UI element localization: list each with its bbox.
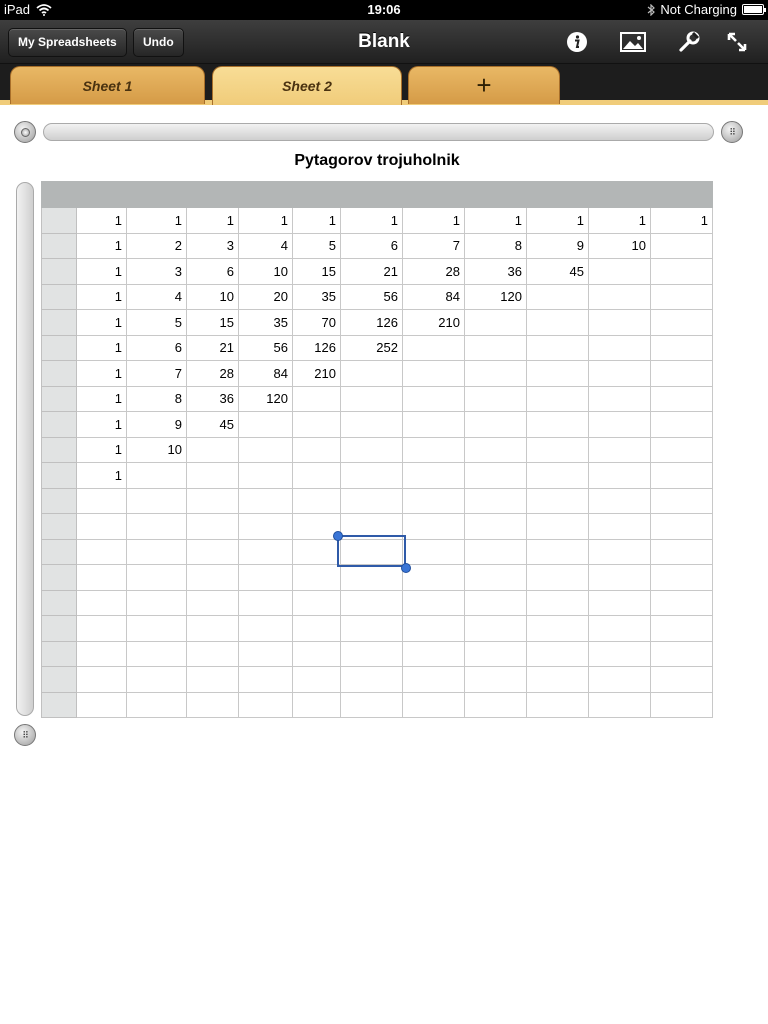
row-header[interactable]: [42, 488, 77, 514]
table-cell[interactable]: [127, 488, 187, 514]
table-cell[interactable]: [527, 539, 589, 565]
clock: 19:06: [367, 2, 401, 17]
table-cell[interactable]: [465, 565, 527, 591]
battery-icon: [742, 4, 764, 15]
my-spreadsheets-button[interactable]: My Spreadsheets: [8, 28, 127, 57]
table-cell[interactable]: [187, 590, 239, 616]
table-cell[interactable]: 1: [651, 208, 713, 234]
table-cell[interactable]: [77, 692, 127, 718]
table-cell[interactable]: [403, 488, 465, 514]
table-row: [42, 692, 713, 718]
table-cell[interactable]: 10: [187, 284, 239, 310]
row-header[interactable]: [42, 692, 77, 718]
table-cell[interactable]: 45: [527, 259, 589, 285]
table-cell[interactable]: [589, 565, 651, 591]
table-cell[interactable]: 15: [187, 310, 239, 336]
table-cell[interactable]: [77, 565, 127, 591]
table-cell[interactable]: [293, 616, 341, 642]
table-cell[interactable]: [589, 539, 651, 565]
table-cell[interactable]: 1: [527, 208, 589, 234]
table-cell[interactable]: 1: [239, 208, 293, 234]
table-cell[interactable]: 1: [77, 233, 127, 259]
table-cell[interactable]: [589, 641, 651, 667]
table-cell[interactable]: [651, 565, 713, 591]
table-cell[interactable]: 126: [341, 310, 403, 336]
selected-cell[interactable]: [337, 535, 406, 567]
table-cell[interactable]: 1: [77, 259, 127, 285]
sheet-tabs: [0, 64, 768, 105]
table-cell[interactable]: [187, 667, 239, 693]
table-cell[interactable]: [341, 412, 403, 438]
table-cell[interactable]: 84: [239, 361, 293, 387]
row-header[interactable]: [42, 208, 77, 234]
selection-handle-bottom-right[interactable]: [401, 563, 411, 573]
row-header[interactable]: [42, 233, 77, 259]
row-header[interactable]: [42, 539, 77, 565]
table-cell[interactable]: [651, 233, 713, 259]
row-header[interactable]: [42, 310, 77, 336]
table-cell[interactable]: [77, 514, 127, 540]
table-cell[interactable]: [527, 437, 589, 463]
table-row: [42, 641, 713, 667]
table-cell[interactable]: [403, 335, 465, 361]
table-cell[interactable]: 20: [239, 284, 293, 310]
table-cell[interactable]: [293, 590, 341, 616]
table-row: [42, 616, 713, 642]
table-cell[interactable]: [341, 667, 403, 693]
table-cell[interactable]: [589, 488, 651, 514]
table-cell[interactable]: [465, 641, 527, 667]
table-cell[interactable]: [527, 565, 589, 591]
table-cell[interactable]: [527, 463, 589, 489]
table-cell[interactable]: 1: [127, 208, 187, 234]
table-cell[interactable]: [527, 641, 589, 667]
column-resize-handle[interactable]: ⠿: [721, 121, 743, 143]
table-cell[interactable]: [293, 386, 341, 412]
table-cell[interactable]: [465, 335, 527, 361]
table-cell[interactable]: [187, 616, 239, 642]
row-header[interactable]: [42, 641, 77, 667]
table-cell[interactable]: [651, 310, 713, 336]
table-cell[interactable]: [465, 361, 527, 387]
table-cell[interactable]: [589, 616, 651, 642]
table-cell[interactable]: [527, 361, 589, 387]
table-cell[interactable]: [527, 488, 589, 514]
table-cell[interactable]: [293, 641, 341, 667]
row-resize-handle[interactable]: ⠿: [14, 724, 36, 746]
table-cell[interactable]: [651, 641, 713, 667]
wrench-icon[interactable]: [676, 30, 702, 54]
table-cell[interactable]: 36: [465, 259, 527, 285]
table-cell[interactable]: 6: [127, 335, 187, 361]
table-cell[interactable]: [77, 641, 127, 667]
info-icon[interactable]: [564, 30, 590, 54]
table-cell[interactable]: [589, 310, 651, 336]
table-cell[interactable]: 1: [293, 208, 341, 234]
table-cell[interactable]: [651, 616, 713, 642]
table-cell[interactable]: [77, 590, 127, 616]
table-cell[interactable]: [293, 692, 341, 718]
table-cell[interactable]: [341, 463, 403, 489]
table-cell[interactable]: [589, 514, 651, 540]
table-cell[interactable]: 1: [77, 284, 127, 310]
document-title: Blank: [358, 31, 410, 52]
table-cell[interactable]: [589, 692, 651, 718]
table-cell[interactable]: [651, 692, 713, 718]
table-cell[interactable]: [341, 616, 403, 642]
row-header[interactable]: [42, 412, 77, 438]
table-cell[interactable]: [527, 412, 589, 438]
table-cell[interactable]: [341, 488, 403, 514]
table-cell[interactable]: [527, 616, 589, 642]
table-cell[interactable]: [527, 335, 589, 361]
table-cell[interactable]: 8: [127, 386, 187, 412]
table-cell[interactable]: [589, 412, 651, 438]
table-cell[interactable]: [341, 641, 403, 667]
table-cell[interactable]: [293, 412, 341, 438]
table-cell[interactable]: [187, 539, 239, 565]
table-cell[interactable]: 1: [77, 208, 127, 234]
table-cell[interactable]: [465, 386, 527, 412]
table-cell[interactable]: [465, 590, 527, 616]
table-cell[interactable]: 56: [239, 335, 293, 361]
tab-sheet-2[interactable]: Sheet 2: [212, 66, 402, 105]
table-cell[interactable]: [403, 386, 465, 412]
table-cell[interactable]: [651, 667, 713, 693]
charging-status: Not Charging: [660, 2, 737, 17]
table-cell[interactable]: 7: [403, 233, 465, 259]
device-name: iPad: [4, 2, 31, 17]
table-cell[interactable]: [651, 463, 713, 489]
column-header-bar[interactable]: [43, 123, 714, 141]
table-cell[interactable]: [187, 437, 239, 463]
table-cell[interactable]: 3: [127, 259, 187, 285]
table-cell[interactable]: [187, 565, 239, 591]
table-cell[interactable]: [187, 488, 239, 514]
row-header[interactable]: [42, 361, 77, 387]
table-cell[interactable]: 5: [127, 310, 187, 336]
table-cell[interactable]: [651, 437, 713, 463]
tab-sheet-1[interactable]: Sheet 1: [10, 66, 205, 104]
table-cell[interactable]: [589, 361, 651, 387]
table-cell[interactable]: [127, 616, 187, 642]
row-header[interactable]: [42, 590, 77, 616]
table-cell[interactable]: [651, 412, 713, 438]
row-header[interactable]: [42, 437, 77, 463]
table-row: [42, 259, 713, 285]
table-row: [42, 208, 713, 234]
table-cell[interactable]: [77, 539, 127, 565]
table-cell[interactable]: 1: [341, 208, 403, 234]
table-title: Pytagorov trojuholnik: [294, 152, 460, 169]
row-header[interactable]: [42, 284, 77, 310]
table-row: [42, 233, 713, 259]
table-cell[interactable]: 7: [127, 361, 187, 387]
table-cell[interactable]: [465, 488, 527, 514]
table-cell[interactable]: [651, 284, 713, 310]
table-cell[interactable]: [403, 361, 465, 387]
table-cell[interactable]: 36: [187, 386, 239, 412]
table-cell[interactable]: [589, 437, 651, 463]
toolbar: [0, 20, 768, 64]
table-cell[interactable]: 1: [589, 208, 651, 234]
table-cell[interactable]: [187, 641, 239, 667]
row-header-bar[interactable]: [16, 182, 34, 716]
table-cell[interactable]: 1: [77, 386, 127, 412]
table-cell[interactable]: [239, 463, 293, 489]
table-cell[interactable]: [293, 565, 341, 591]
table-cell[interactable]: [341, 565, 403, 591]
table-cell[interactable]: 10: [127, 437, 187, 463]
table-cell[interactable]: 15: [293, 259, 341, 285]
row-header[interactable]: [42, 463, 77, 489]
table-cell[interactable]: [187, 692, 239, 718]
table-move-handle[interactable]: [14, 121, 36, 143]
table-cell[interactable]: [651, 514, 713, 540]
table-cell[interactable]: [465, 539, 527, 565]
table-cell[interactable]: [403, 539, 465, 565]
table-cell[interactable]: [403, 463, 465, 489]
table-cell[interactable]: [127, 539, 187, 565]
table-cell[interactable]: 5: [293, 233, 341, 259]
table-cell[interactable]: [127, 641, 187, 667]
table-cell[interactable]: 126: [293, 335, 341, 361]
fullscreen-icon[interactable]: [724, 30, 750, 54]
table-cell[interactable]: 1: [465, 208, 527, 234]
table-cell[interactable]: [527, 284, 589, 310]
table-row: [42, 386, 713, 412]
table-cell[interactable]: [527, 667, 589, 693]
table-cell[interactable]: 1: [77, 463, 127, 489]
table-cell[interactable]: 28: [187, 361, 239, 387]
table-cell[interactable]: [403, 641, 465, 667]
table-cell[interactable]: [651, 590, 713, 616]
table-cell[interactable]: [239, 616, 293, 642]
table-cell[interactable]: [651, 539, 713, 565]
row-header[interactable]: [42, 386, 77, 412]
table-cell[interactable]: [589, 335, 651, 361]
table-cell[interactable]: 9: [527, 233, 589, 259]
table-cell[interactable]: [465, 616, 527, 642]
table-cell[interactable]: [403, 590, 465, 616]
table-cell[interactable]: 4: [239, 233, 293, 259]
status-right: [647, 2, 764, 17]
table-cell[interactable]: [403, 667, 465, 693]
table-cell[interactable]: [77, 616, 127, 642]
table-cell[interactable]: [293, 463, 341, 489]
undo-button[interactable]: Undo: [133, 28, 184, 57]
row-header[interactable]: [42, 565, 77, 591]
row-header[interactable]: [42, 667, 77, 693]
table-cell[interactable]: [239, 641, 293, 667]
table-cell[interactable]: [127, 463, 187, 489]
table-cell[interactable]: 1: [77, 310, 127, 336]
table-cell[interactable]: [293, 488, 341, 514]
table-cell[interactable]: [651, 488, 713, 514]
table-cell[interactable]: [239, 565, 293, 591]
table-cell[interactable]: [589, 284, 651, 310]
table-cell[interactable]: [403, 412, 465, 438]
header-row: [42, 182, 713, 208]
table-cell[interactable]: 2: [127, 233, 187, 259]
table-cell[interactable]: [77, 488, 127, 514]
table-cell[interactable]: [465, 463, 527, 489]
table-cell[interactable]: 1: [77, 437, 127, 463]
table-cell[interactable]: 9: [127, 412, 187, 438]
table-cell[interactable]: [527, 514, 589, 540]
table-row: [42, 488, 713, 514]
table-cell[interactable]: [651, 386, 713, 412]
table-cell[interactable]: [651, 335, 713, 361]
table-cell[interactable]: 70: [293, 310, 341, 336]
table-cell[interactable]: [651, 259, 713, 285]
table-cell[interactable]: 8: [465, 233, 527, 259]
table-row: [42, 284, 713, 310]
table-cell[interactable]: [127, 667, 187, 693]
table-cell[interactable]: 21: [187, 335, 239, 361]
add-sheet-button[interactable]: +: [408, 66, 560, 104]
table-cell[interactable]: 120: [239, 386, 293, 412]
table-cell[interactable]: 6: [187, 259, 239, 285]
table-cell[interactable]: [589, 590, 651, 616]
table-cell[interactable]: [127, 514, 187, 540]
table-row: [42, 590, 713, 616]
table-cell[interactable]: [403, 514, 465, 540]
table-cell[interactable]: [341, 361, 403, 387]
table-cell[interactable]: [127, 590, 187, 616]
table-cell[interactable]: 210: [293, 361, 341, 387]
table-cell[interactable]: [239, 539, 293, 565]
table-cell[interactable]: 4: [127, 284, 187, 310]
table-cell[interactable]: [239, 437, 293, 463]
table-cell[interactable]: [187, 514, 239, 540]
table-cell[interactable]: [527, 590, 589, 616]
table-cell[interactable]: [187, 463, 239, 489]
image-icon[interactable]: [620, 30, 646, 54]
bluetooth-icon: [647, 4, 655, 16]
table-cell[interactable]: 3: [187, 233, 239, 259]
table-cell[interactable]: 84: [403, 284, 465, 310]
table-cell[interactable]: [293, 437, 341, 463]
table-cell[interactable]: 1: [403, 208, 465, 234]
table-cell[interactable]: 1: [77, 335, 127, 361]
table-cell[interactable]: [589, 463, 651, 489]
status-bar: [0, 0, 768, 20]
table-cell[interactable]: 1: [187, 208, 239, 234]
table-cell[interactable]: 1: [77, 412, 127, 438]
table-cell[interactable]: 1: [77, 361, 127, 387]
table-cell[interactable]: [589, 667, 651, 693]
table-cell[interactable]: 210: [403, 310, 465, 336]
table-cell[interactable]: [77, 667, 127, 693]
table-cell[interactable]: [403, 692, 465, 718]
table-cell[interactable]: 45: [187, 412, 239, 438]
table-row: [42, 437, 713, 463]
table-cell[interactable]: [527, 386, 589, 412]
table-cell[interactable]: [465, 514, 527, 540]
table-cell[interactable]: [589, 259, 651, 285]
row-header[interactable]: [42, 335, 77, 361]
selection-handle-top-left[interactable]: [333, 531, 343, 541]
table-cell[interactable]: [127, 565, 187, 591]
table-cell[interactable]: 56: [341, 284, 403, 310]
table-cell[interactable]: 35: [239, 310, 293, 336]
table-cell[interactable]: [465, 437, 527, 463]
table-cell[interactable]: [403, 616, 465, 642]
table-cell[interactable]: [127, 692, 187, 718]
table-cell[interactable]: [239, 488, 293, 514]
table-cell[interactable]: [239, 590, 293, 616]
table-cell[interactable]: [239, 514, 293, 540]
table-row: [42, 335, 713, 361]
row-header[interactable]: [42, 259, 77, 285]
table-cell[interactable]: [651, 361, 713, 387]
table-cell[interactable]: [239, 412, 293, 438]
table-cell[interactable]: [465, 412, 527, 438]
table-cell[interactable]: [527, 310, 589, 336]
table-cell[interactable]: [341, 590, 403, 616]
row-header[interactable]: [42, 616, 77, 642]
table-cell[interactable]: [589, 386, 651, 412]
table-cell[interactable]: [465, 692, 527, 718]
table-cell[interactable]: [465, 667, 527, 693]
table-cell[interactable]: 10: [589, 233, 651, 259]
table-cell[interactable]: [403, 565, 465, 591]
table-cell[interactable]: 35: [293, 284, 341, 310]
table-row: [42, 565, 713, 591]
table-row: [42, 412, 713, 438]
table-cell[interactable]: [293, 539, 341, 565]
table-cell[interactable]: 6: [341, 233, 403, 259]
table-cell[interactable]: [239, 667, 293, 693]
table-row: [42, 361, 713, 387]
table-cell[interactable]: [465, 310, 527, 336]
table-cell[interactable]: 10: [239, 259, 293, 285]
table-cell[interactable]: [341, 386, 403, 412]
table-cell[interactable]: [403, 437, 465, 463]
table-cell[interactable]: [293, 667, 341, 693]
table-cell[interactable]: 120: [465, 284, 527, 310]
table-cell[interactable]: 21: [341, 259, 403, 285]
table-cell[interactable]: 252: [341, 335, 403, 361]
table-cell[interactable]: [239, 692, 293, 718]
row-header[interactable]: [42, 514, 77, 540]
table-cell[interactable]: 28: [403, 259, 465, 285]
table-cell[interactable]: [527, 692, 589, 718]
table-cell[interactable]: [341, 437, 403, 463]
table-row: [42, 463, 713, 489]
table-row: [42, 667, 713, 693]
table-cell[interactable]: [341, 692, 403, 718]
spreadsheet-table[interactable]: [41, 181, 713, 718]
table-row: [42, 310, 713, 336]
